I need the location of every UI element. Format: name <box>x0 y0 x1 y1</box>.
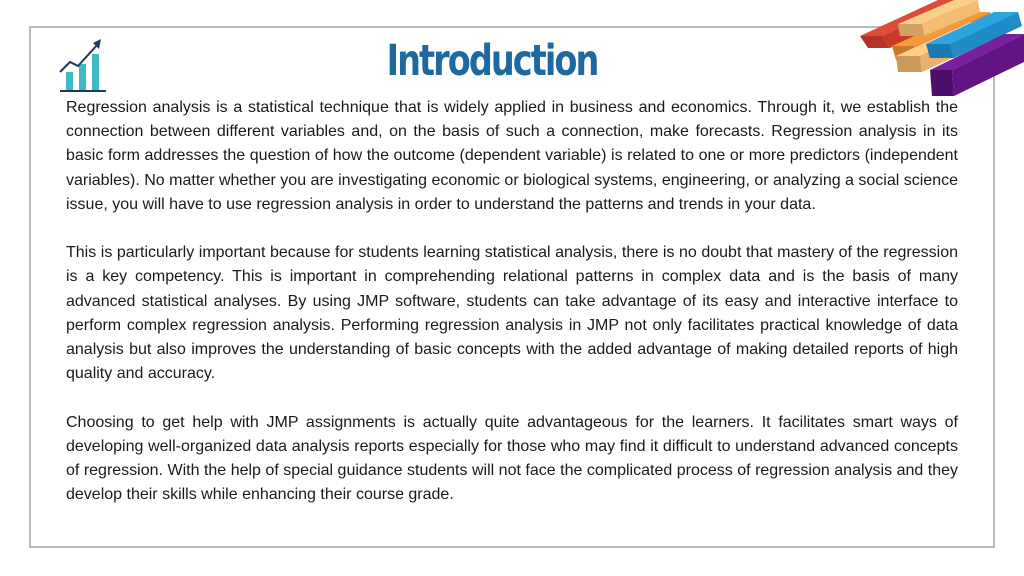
paragraph-1: Regression analysis is a statistical technique that is widely applied in business and economics. Through it, we establish the connection between different variables and, on the basis of such a connection, make forecasts. Regression analysis in its basic form addresses the question of how the outcome (dependent variable) is related to one or more predictors (independent variables). No matter whether you are investigating economic or biological systems, engineering, or analyzing a social science issue, you will have to use regression analysis in order to understand the patterns and trends in your data. <box>66 99 958 213</box>
chart-bar-3 <box>92 54 99 91</box>
page-title: Introduction <box>386 36 598 86</box>
body-text <box>66 96 958 532</box>
stacked-blocks-decoration <box>858 0 1024 98</box>
chart-bar-2 <box>79 64 86 91</box>
chart-bar-1 <box>66 72 73 91</box>
growth-chart-icon <box>56 36 108 94</box>
paragraph-3: Choosing to get help with JMP assignments is actually quite advantageous for the learners. It facilitates smart ways of developing well-organized data analysis reports especially for those who may find it difficult to understand advanced concepts of regression. With the help of special guidance students will not face the complicated process of regression analysis and they develop their skills while enhancing their course grade. <box>66 413 958 504</box>
paragraph-2: This is particularly important because for students learning statistical analysis, there is no doubt that mastery of the regression is a key competency. This is important in comprehending relational patterns in complex data and is the basis of many advanced statistical analyses. By using JMP software, students can take advantage of its easy and interactive interface to perform complex regression analysis. Performing regression analysis in JMP not only facilitates practical knowledge of data analysis but also improves the understanding of basic concepts with the added advantage of making detailed reports of high quality and accuracy. <box>66 244 958 383</box>
